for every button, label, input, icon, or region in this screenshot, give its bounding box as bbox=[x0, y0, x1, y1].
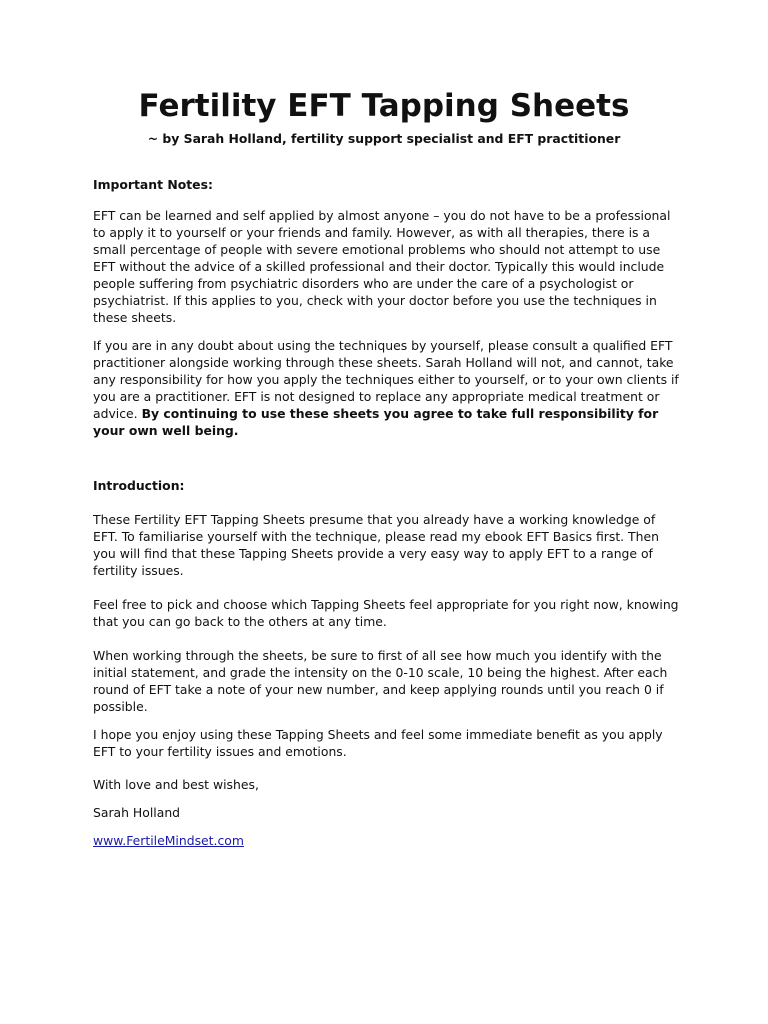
important-notes-paragraph-2 bbox=[93, 337, 683, 439]
introduction-paragraph-2: Feel free to pick and choose which Tapping Sheets feel appropriate for you right now, knowing that you can go back to the others at any time. bbox=[93, 597, 679, 629]
introduction-paragraph-3: When working through the sheets, be sure to first of all see how much you identify with the initial statement, and grade the intensity on the 0-10 scale, 10 being the highest. After each round of EFT take a note of your new number, and keep applying rounds until you reach 0 if possible. bbox=[93, 648, 668, 714]
closing-line: With love and best wishes, bbox=[93, 777, 259, 792]
page-title: Fertility EFT Tapping Sheets bbox=[138, 88, 630, 124]
important-notes-heading: Important Notes: bbox=[93, 177, 213, 192]
important-notes-paragraph-2-text: If you are in any doubt about using the techniques by yourself, please consult a qualified EFT practitioner alongside working through these sheets. Sarah Holland will not, and cannot, take any responsibility for how you apply the techniques either to yourself, or to your own clients if you are a practitioner. EFT is not designed to replace any appropriate medical treatment or advice. bbox=[93, 338, 679, 421]
introduction-paragraph-4: I hope you enjoy using these Tapping Sheets and feel some immediate benefit as you apply EFT to your fertility issues and emotions. bbox=[93, 727, 663, 759]
important-notes-paragraph-1: EFT can be learned and self applied by almost anyone – you do not have to be a professional to apply it to yourself or your friends and family. However, as with all therapies, there is a small percentage of people with severe emotional problems who should not attempt to use EFT without the advice of a skilled professional and their doctor. Typically this would include people suffering from psychiatric disorders who are under the care of a psychologist or psychiatrist. If this applies to you, check with your doctor before you use the techniques in these sheets. bbox=[93, 208, 671, 325]
signature: Sarah Holland bbox=[93, 805, 181, 820]
introduction-heading: Introduction: bbox=[93, 478, 185, 493]
introduction-paragraph-1: These Fertility EFT Tapping Sheets presume that you already have a working knowledge of EFT. To familiarise yourself with the technique, please read my ebook EFT Basics first. Then you will find that these Tapping Sheets provide a very easy way to apply EFT to a range of fertility issues. bbox=[93, 512, 659, 578]
website-paragraph bbox=[93, 832, 683, 849]
page-subtitle: ~ by Sarah Holland, fertility support specialist and EFT practitioner bbox=[147, 131, 621, 146]
document-body bbox=[93, 176, 683, 849]
website-link[interactable]: www.FertileMindset.com bbox=[93, 833, 244, 848]
responsibility-statement: By continuing to use these sheets you agree to take full responsibility for your own well being. bbox=[93, 406, 659, 438]
